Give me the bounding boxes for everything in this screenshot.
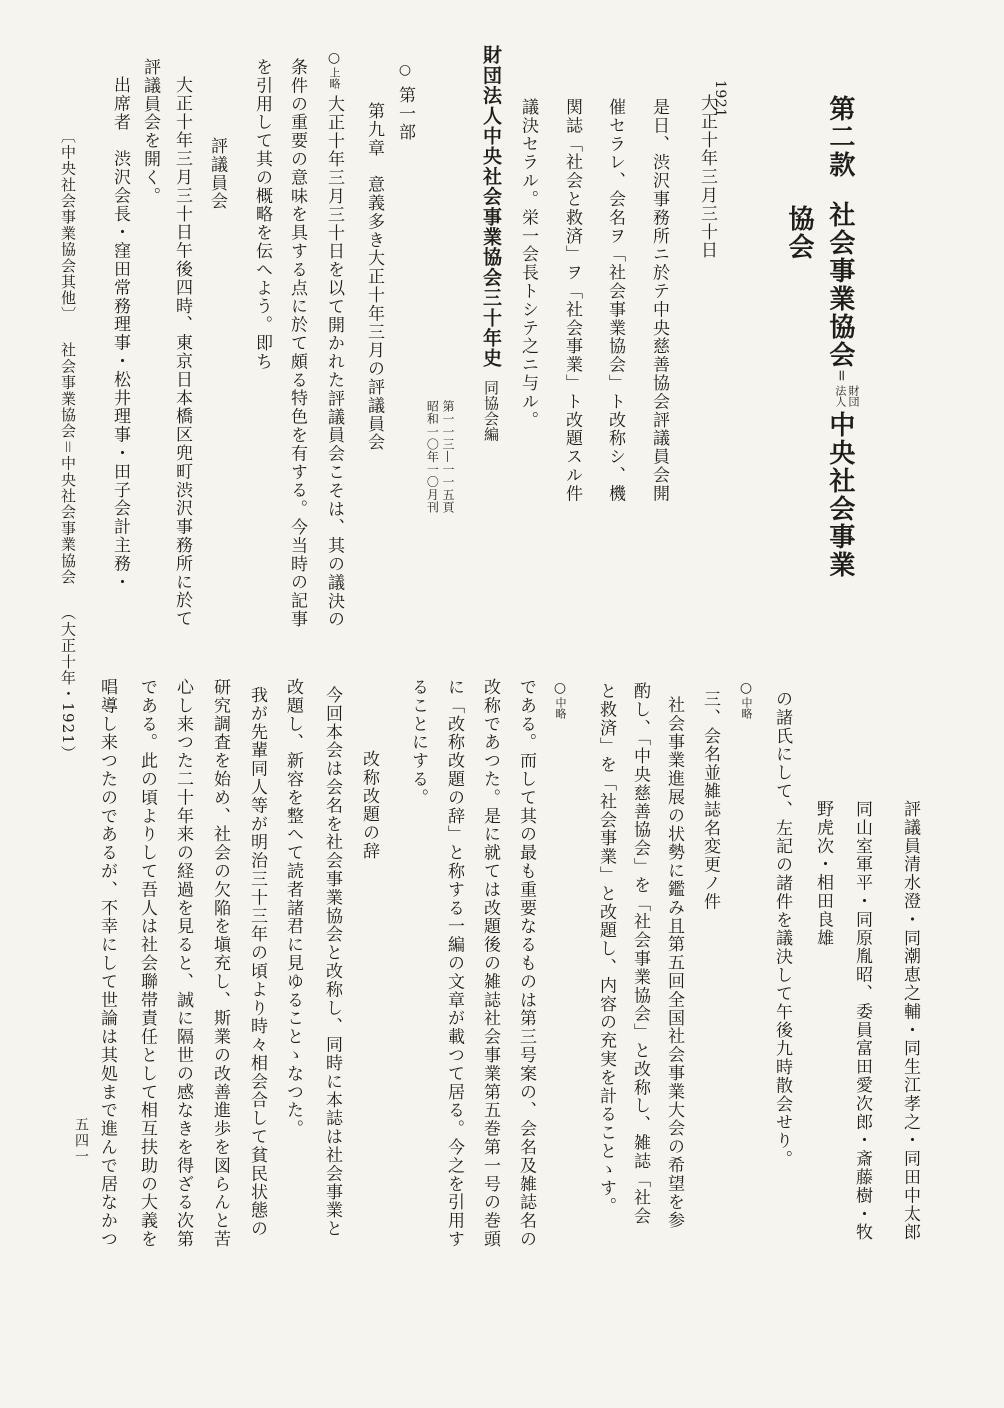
attendee-line: 評議員清水澄・同潮恵之輔・同生江孝之・同田中太郎 bbox=[900, 800, 920, 1242]
attendee-line: 野虎次・相田良雄 bbox=[813, 800, 833, 948]
circle-mark: ○ bbox=[397, 62, 413, 78]
essay-line: 心し来つた二十年来の経過を見ると、誠に隔世の感なきを得ざる次第 bbox=[173, 678, 193, 1249]
summary-line: 関誌「社会と救済」ヲ「社会事業」ト改題スル件 bbox=[562, 98, 582, 503]
entry-date: 大正十年三月三十日 bbox=[697, 94, 717, 260]
summary-line: 催セラレ、会名ヲ「社会事業協会」ト改称シ、機 bbox=[605, 98, 625, 503]
chapter-heading: 第九章 意義多き大正十年三月の評議員会 bbox=[364, 102, 384, 452]
narrative-line: 改称であつた。是に就ては改題後の雑誌社会事業第五巻第一号の巻頭 bbox=[480, 678, 500, 1249]
attendees-lead-line: 出席者 渋沢会長・窪田常務理事・松井理事・田子会計主務・ bbox=[110, 76, 130, 592]
source-citation bbox=[480, 45, 500, 442]
section-title-line1 bbox=[826, 95, 860, 579]
org-name: 社会事業協会 bbox=[824, 201, 855, 369]
western-year: 1921 bbox=[712, 80, 728, 118]
circle-mark: ○ bbox=[326, 50, 342, 66]
agenda-line: と救済」を「社会事業」と改題し、内容の充実を計ることゝす。 bbox=[596, 682, 616, 1216]
summary-line: 議決セラル。栄一会長トシテ之ニ与ル。 bbox=[518, 98, 538, 430]
summary-line: 是日、渋沢事務所ニ於テ中央慈善協会評議員会開 bbox=[649, 98, 669, 503]
circle-mark: ○ bbox=[738, 680, 754, 696]
equals-sign: ＝ bbox=[832, 369, 848, 383]
omission-mark-2 bbox=[736, 680, 754, 725]
essay-line: 研究調査を始め、社会の欠陥を塡充し、斯業の改善進歩を図らんと苦 bbox=[210, 678, 230, 1249]
excerpt-line: を引用して其の概略を伝へよう。即ち bbox=[252, 58, 272, 371]
narrative-line: に「改称改題の辞」と称する一編の文章が載つて居る。今之を引用す bbox=[444, 678, 464, 1249]
meeting-line: 大正十年三月三十日午後四時、東京日本橋区兜町渋沢事務所に於て bbox=[172, 76, 192, 628]
meeting-line: 評議員会を開く。 bbox=[140, 58, 160, 206]
circle-mark: ○ bbox=[552, 680, 568, 696]
section-number: 第二款 bbox=[824, 95, 855, 179]
essay-line: 改題し、新容を整へて読者諸君に見ゆることゝなつた。 bbox=[283, 678, 303, 1138]
margin-entry: 社会事業協会＝中央社会事業協会 bbox=[59, 342, 77, 586]
section-title-line2: 協会 bbox=[784, 205, 814, 261]
omission-label: 上略 bbox=[328, 67, 341, 89]
agenda-line: 社会事業進展の状勢に鑑み且第五回全国社会事業大会の希望を参 bbox=[664, 696, 684, 1230]
narrative-line: ることにする。 bbox=[408, 678, 428, 807]
part-label: 第一部 bbox=[395, 86, 415, 142]
essay-line: 我が先輩同人等が明治三十三年の頃より時々相会合して貧民状態の bbox=[247, 686, 267, 1238]
margin-date-note: （大正十年・1921） bbox=[59, 605, 77, 762]
margin-index bbox=[59, 128, 75, 762]
essay-heading: 改称改題の辞 bbox=[359, 750, 379, 861]
source-book-title: 財団法人中央社会事業協会三十年史 bbox=[480, 45, 502, 369]
excerpt-line: 条件の重要の意味を具する点に於て頗る特色を有する。今当時の記事 bbox=[287, 58, 307, 629]
page-number: 五四一 bbox=[73, 1117, 89, 1165]
excerpt-line-first: ○上略大正十年三月三十日を以て開かれた評議員会こそは、其の議決の bbox=[324, 50, 344, 629]
attendee-line: 同山室軍平・同原胤昭、委員富田愛次郎・斎藤樹・牧 bbox=[852, 800, 872, 1242]
omission-label: 中略 bbox=[554, 697, 567, 719]
source-editor: 同協会編 bbox=[482, 380, 500, 443]
agenda-line: 酌し、「中央慈善協会」を「社会事業協会」と改称し、雑誌「社会 bbox=[630, 682, 650, 1226]
source-page-note bbox=[424, 400, 455, 513]
minutes-heading: 評議員会 bbox=[207, 137, 227, 211]
org-name-rest: 中央社会事業 bbox=[824, 411, 855, 580]
narrative-line: である。而して其の最も重要なるものは第三号案の、会名及雑誌名の bbox=[516, 678, 536, 1249]
omission-label: 中略 bbox=[740, 697, 753, 719]
source-pages: 第一一三—一一五頁 bbox=[441, 400, 455, 514]
source-published: 昭和一〇年一〇月刊 bbox=[425, 400, 440, 514]
agenda-title: 三、会名並雑誌名変更ノ件 bbox=[700, 690, 720, 911]
essay-line: 今回本会は会名を社会事業協会と改称し、同時に本誌は社会事業と bbox=[322, 686, 342, 1238]
part-marker bbox=[395, 62, 413, 141]
margin-category: 〔中央社会事業協会其他〕 bbox=[59, 128, 77, 323]
essay-line: 唱導し来つたのであるが、不幸にして世論は其処まで進んで居なかつ bbox=[97, 678, 117, 1249]
essay-line: である。此の頃よりして吾人は社会聯帯責任として相互扶助の大義を bbox=[137, 678, 157, 1249]
omission-mark-3 bbox=[550, 680, 568, 725]
corporate-type-note: 財団 法人 bbox=[833, 385, 860, 408]
minutes-close-line: の諸氏にして、左記の諸件を議決して午後九時散会せり。 bbox=[772, 690, 792, 1169]
